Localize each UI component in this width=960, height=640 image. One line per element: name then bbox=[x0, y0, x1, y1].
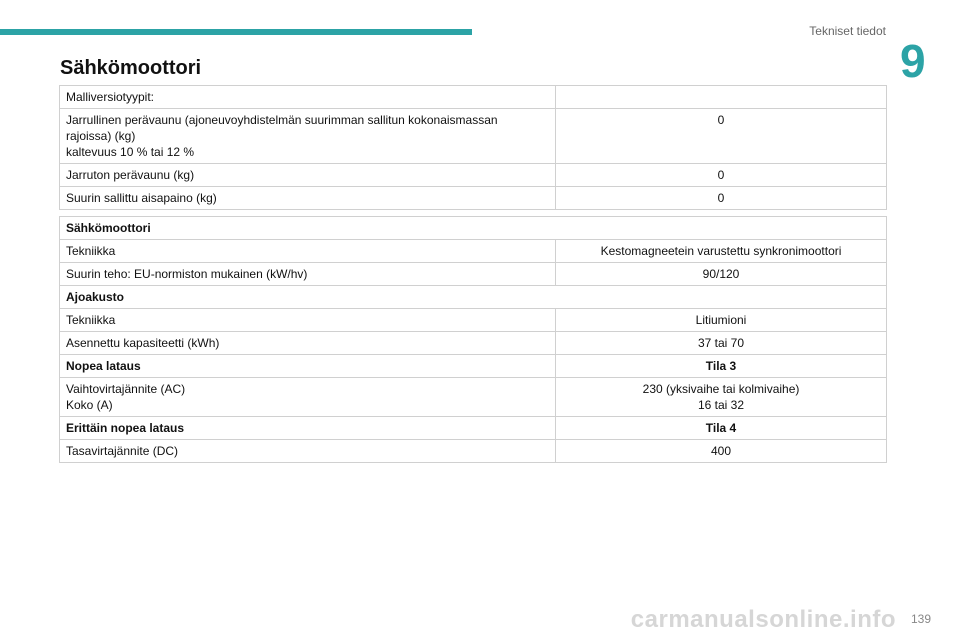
battery-header: Ajoakusto bbox=[60, 286, 887, 309]
row-value: 0 bbox=[556, 164, 887, 187]
page-title: Sähkömoottori bbox=[60, 57, 202, 79]
row-value: Litiumioni bbox=[556, 309, 887, 332]
table-row bbox=[60, 332, 887, 355]
table-row bbox=[60, 440, 887, 463]
row-label: Suurin teho: EU-normiston mukainen (kW/hv) bbox=[60, 263, 556, 286]
motor-header: Sähkömoottori bbox=[60, 217, 887, 240]
row-label: Jarruton perävaunu (kg) bbox=[60, 164, 556, 187]
table-section-header bbox=[60, 217, 887, 240]
motor-battery-specs-table bbox=[59, 216, 887, 463]
row-label: Vaihtovirtajännite (AC) Koko (A) bbox=[60, 378, 556, 417]
row-label: Jarrullinen perävaunu (ajoneuvoyhdistelmän suurimman sallitun kokonaismassan rajoissa) (kg) kaltevuus 10 % tai 12 % bbox=[60, 109, 556, 164]
section-title: Tekniset tiedot bbox=[809, 24, 886, 38]
watermark: carmanualsonline.info bbox=[630, 606, 896, 633]
row-label: Tekniikka bbox=[60, 309, 556, 332]
table-row bbox=[60, 378, 887, 417]
header-accent-bar bbox=[0, 29, 472, 35]
row-label: Suurin sallittu aisapaino (kg) bbox=[60, 187, 556, 210]
row-value: Kestomagneetein varustettu synkronimoottori bbox=[556, 240, 887, 263]
row-value: 37 tai 70 bbox=[556, 332, 887, 355]
row-label: Malliversiotyypit: bbox=[60, 86, 556, 109]
page-number: 139 bbox=[910, 612, 931, 626]
row-label: Tasavirtajännite (DC) bbox=[60, 440, 556, 463]
rapid-charge-label: Erittäin nopea lataus bbox=[60, 417, 556, 440]
row-value: 400 bbox=[556, 440, 887, 463]
row-value bbox=[556, 86, 887, 109]
row-value: 230 (yksivaihe tai kolmivaihe) 16 tai 32 bbox=[556, 378, 887, 417]
chapter-number: 9 bbox=[900, 35, 926, 87]
row-label: Tekniikka bbox=[60, 240, 556, 263]
table-row bbox=[60, 164, 887, 187]
table-section-header bbox=[60, 286, 887, 309]
towing-specs-table bbox=[59, 85, 887, 210]
row-value: 90/120 bbox=[556, 263, 887, 286]
table-row bbox=[60, 309, 887, 332]
table-row bbox=[60, 355, 887, 378]
table-row bbox=[60, 240, 887, 263]
fast-charge-value: Tila 3 bbox=[556, 355, 887, 378]
table-row bbox=[60, 187, 887, 210]
table-row bbox=[60, 263, 887, 286]
table-row bbox=[60, 417, 887, 440]
row-value: 0 bbox=[556, 187, 887, 210]
row-label: Asennettu kapasiteetti (kWh) bbox=[60, 332, 556, 355]
rapid-charge-value: Tila 4 bbox=[556, 417, 887, 440]
fast-charge-label: Nopea lataus bbox=[60, 355, 556, 378]
table-row bbox=[60, 86, 887, 109]
table-row bbox=[60, 109, 887, 164]
row-value: 0 bbox=[556, 109, 887, 164]
